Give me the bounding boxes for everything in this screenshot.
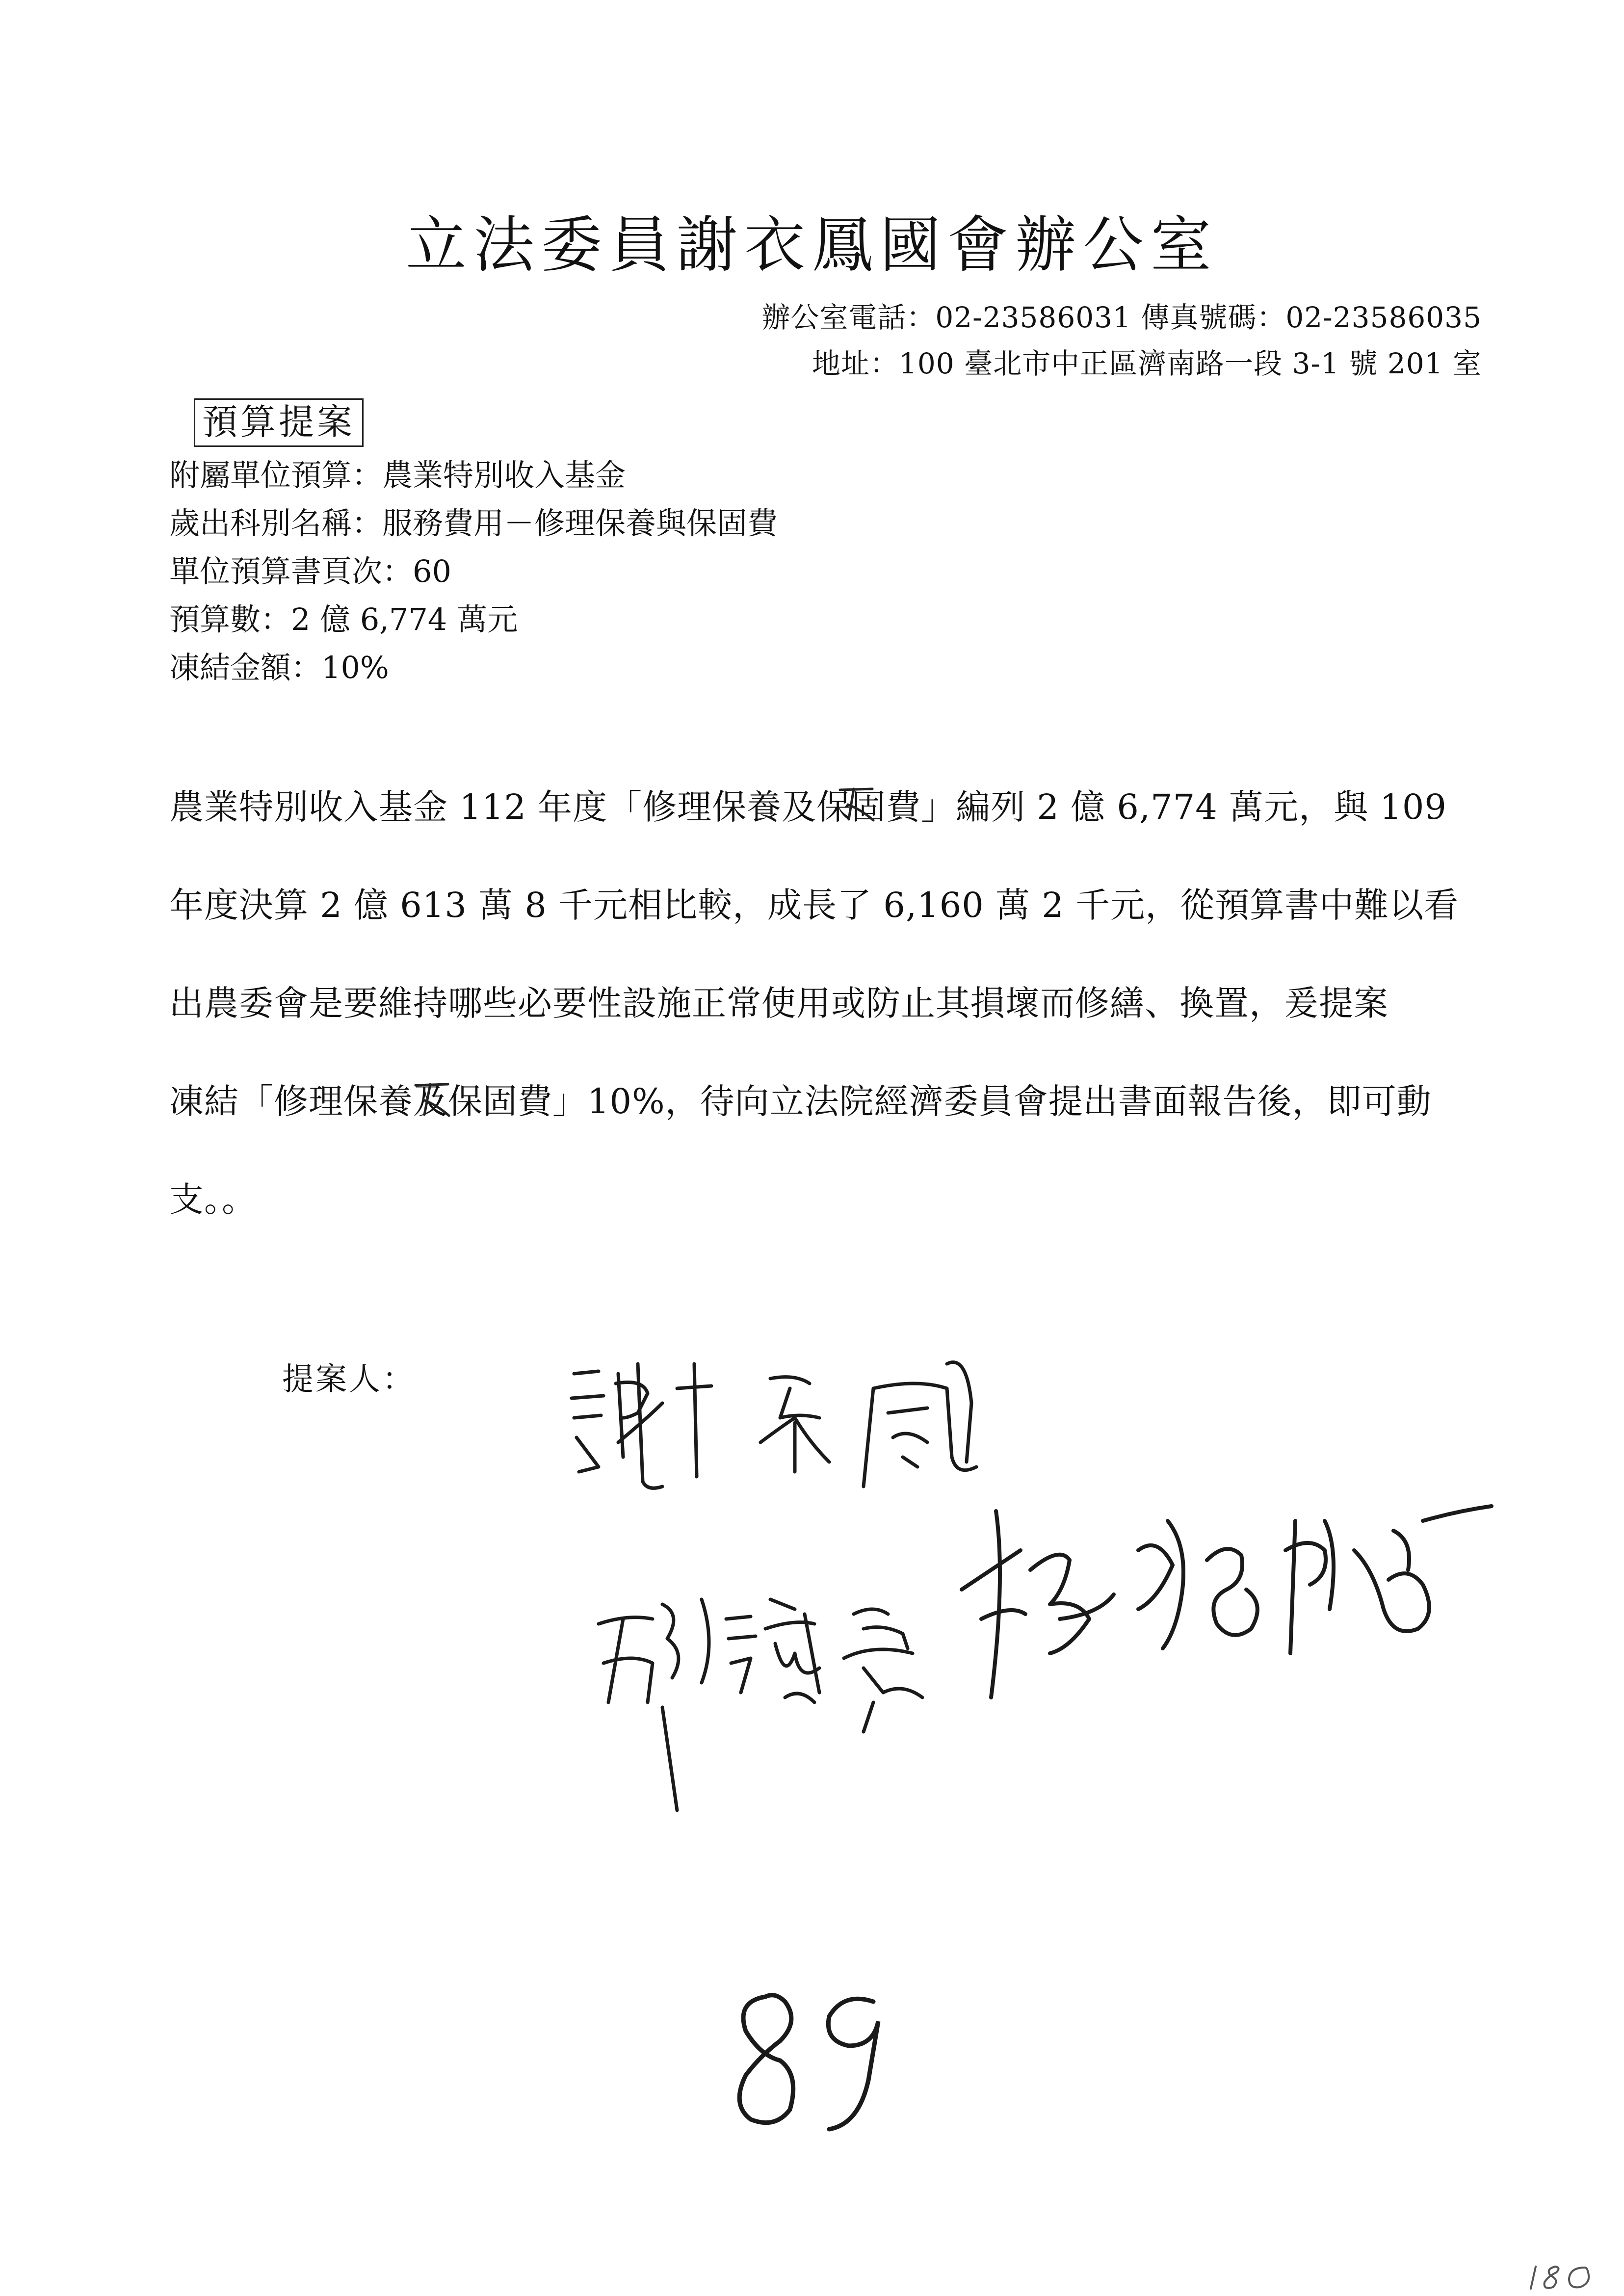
proposal-body (169, 758, 1504, 1249)
proposal-tag: 預算提案 (194, 398, 364, 447)
office-address-line: 地址：100 臺北市中正區濟南路一段 3-1 號 201 室 (812, 347, 1482, 380)
handwritten-corner-number (1526, 2262, 1604, 2293)
handwritten-signature-3 (952, 1491, 1506, 1707)
handwritten-signature-2 (589, 1585, 952, 1820)
office-phone-line: 辦公室電話：02-23586031 傳真號碼：02-23586035 (761, 301, 1482, 334)
handwritten-correction-mark (410, 1074, 454, 1119)
meta-frozen-amount: 凍結金額：10% (169, 650, 389, 685)
body-line: 年度決算 2 億 613 萬 8 千元相比較，成長了 6,160 萬 2 千元，從預算書中難以看 (169, 885, 1459, 925)
handwritten-signature-1 (564, 1344, 1006, 1501)
meta-expenditure-item: 歲出科別名稱：服務費用－修理保養與保固費 (169, 505, 778, 541)
proposer-label: 提案人： (282, 1361, 416, 1398)
handwritten-page-number (726, 1982, 903, 2141)
meta-budget-page: 單位預算書頁次：60 (169, 553, 451, 589)
document-title: 立法委員謝衣鳳國會辦公室 (405, 210, 1218, 281)
meta-attached-unit: 附屬單位預算：農業特別收入基金 (169, 457, 626, 493)
budget-meta-block (169, 451, 778, 692)
body-line: 出農委會是要維持哪些必要性設施正常使用或防止其損壞而修繕、換置，爰提案 (169, 983, 1388, 1023)
body-line: 凍結「修理保養及保固費」10%，待向立法院經濟委員會提出書面報告後，即可動 (169, 1081, 1432, 1122)
handwritten-correction-mark (834, 780, 878, 824)
meta-budget-amount: 預算數：2 億 6,774 萬元 (169, 601, 518, 637)
body-line: 農業特別收入基金 112 年度「修理保養及保固費」編列 2 億 6,774 萬元，與 109 (169, 787, 1447, 827)
body-line: 支。。 (169, 1179, 257, 1220)
